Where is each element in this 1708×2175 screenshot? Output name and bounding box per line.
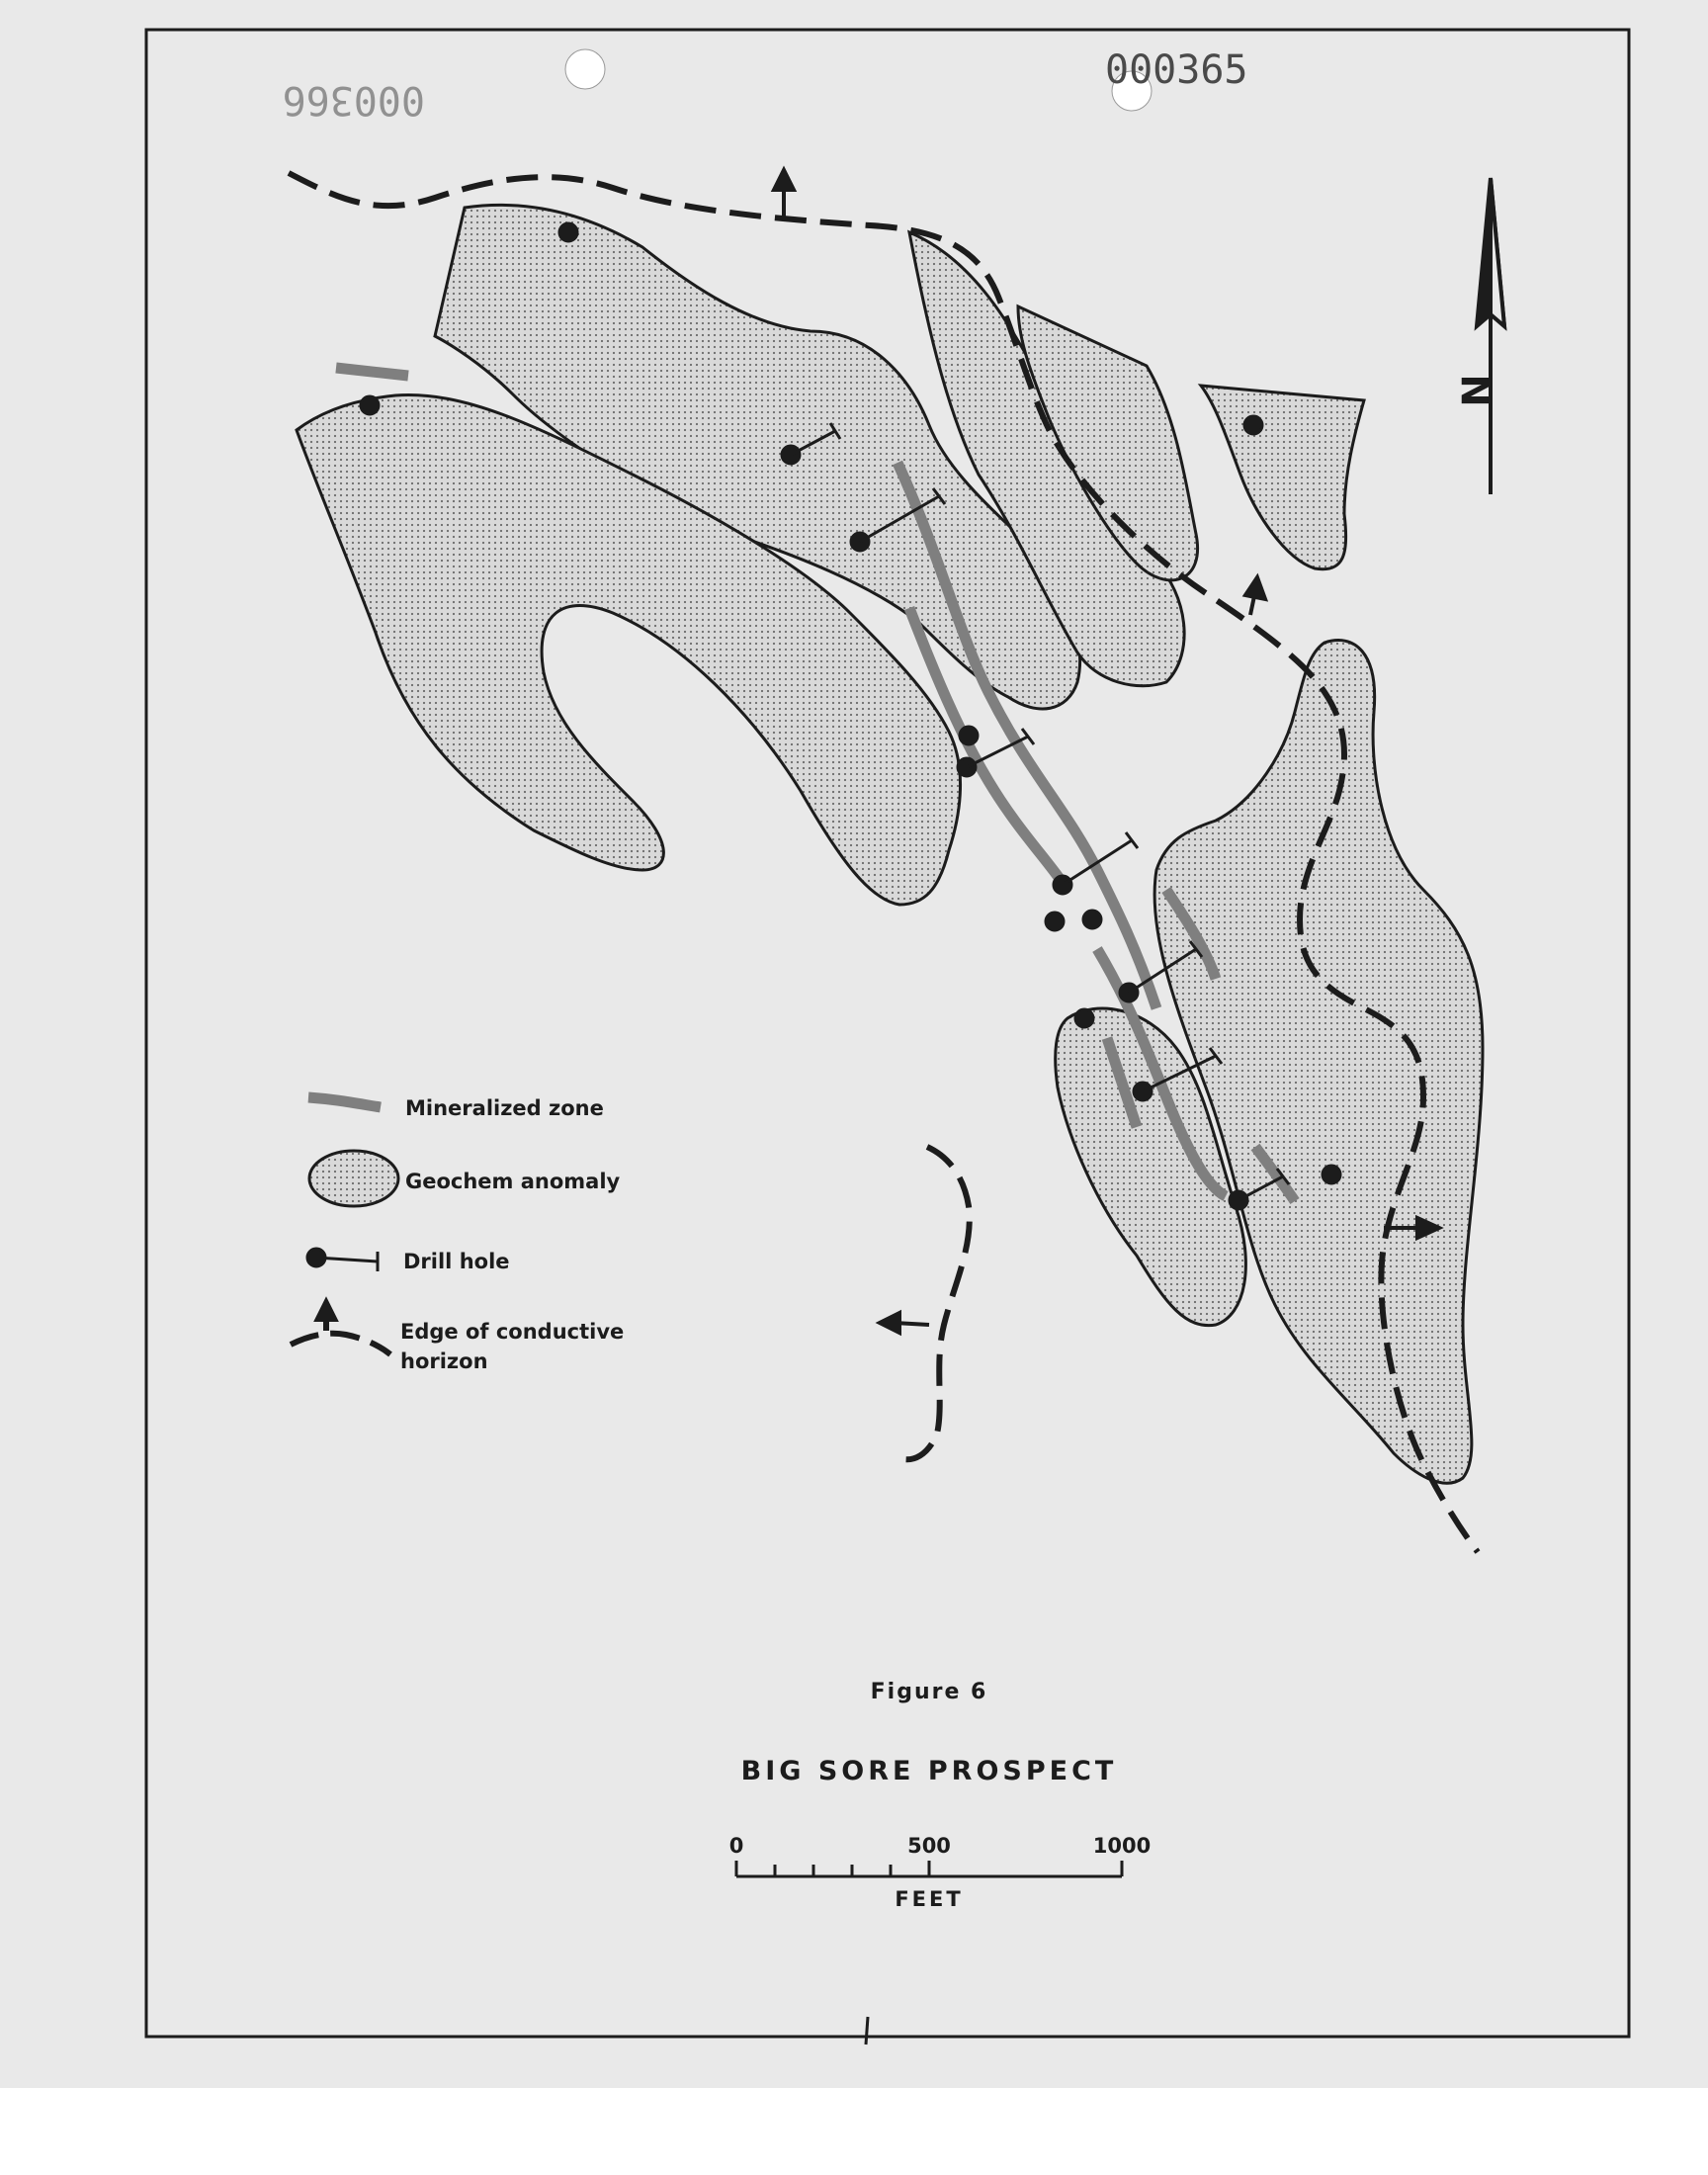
drill-hole-with-trace — [1054, 832, 1138, 894]
drill-hole-point — [1083, 911, 1101, 928]
conductive-arrowhead-northeast — [1245, 577, 1265, 599]
stamp-number: 000365 — [1105, 47, 1248, 93]
conductive-edge-southwest — [899, 1147, 970, 1459]
north-letter: N — [1455, 374, 1500, 407]
drill-hole-point — [1046, 913, 1064, 930]
legend-swatch-mineralized — [308, 1097, 381, 1107]
scale-label-500: 500 — [907, 1834, 951, 1858]
scale-unit: FEET — [895, 1887, 964, 1911]
drill-hole-point — [559, 223, 577, 241]
legend-swatch-conductive-edge — [291, 1303, 390, 1354]
figure-title: BIG SORE PROSPECT — [740, 1756, 1118, 1786]
drill-hole-point — [960, 727, 978, 744]
stamp-number-mirrored: 000366 — [282, 77, 425, 123]
scale-label-1000: 1000 — [1092, 1834, 1152, 1858]
mineralized-zone-1 — [336, 368, 408, 376]
drill-hole-point — [1075, 1009, 1093, 1027]
drill-hole-point — [1244, 416, 1262, 434]
drill-hole-point — [1323, 1166, 1340, 1183]
punch-hole-left — [565, 49, 605, 89]
map-legend — [291, 1096, 624, 1373]
legend-label-drill-hole: Drill hole — [403, 1250, 510, 1273]
legend-label-conductive-2: horizon — [400, 1349, 488, 1373]
geochem-anomaly-far-northeast — [1201, 386, 1364, 569]
scale-bar — [736, 1861, 1122, 1876]
scan-mark — [866, 2017, 868, 2044]
figure-number: Figure 6 — [870, 1680, 988, 1704]
legend-label-conductive-1: Edge of conductive — [400, 1320, 625, 1344]
legend-swatch-geochem — [309, 1151, 398, 1206]
drill-hole-point — [361, 396, 379, 414]
conductive-arrowhead-north — [774, 170, 794, 190]
scale-label-0: 0 — [728, 1834, 744, 1858]
legend-label-geochem: Geochem anomaly — [405, 1170, 621, 1193]
conductive-arrowhead-west — [880, 1313, 899, 1333]
legend-label-mineralized: Mineralized zone — [405, 1096, 604, 1120]
legend-swatch-drill-hole — [307, 1249, 378, 1271]
north-arrow — [1455, 178, 1504, 494]
